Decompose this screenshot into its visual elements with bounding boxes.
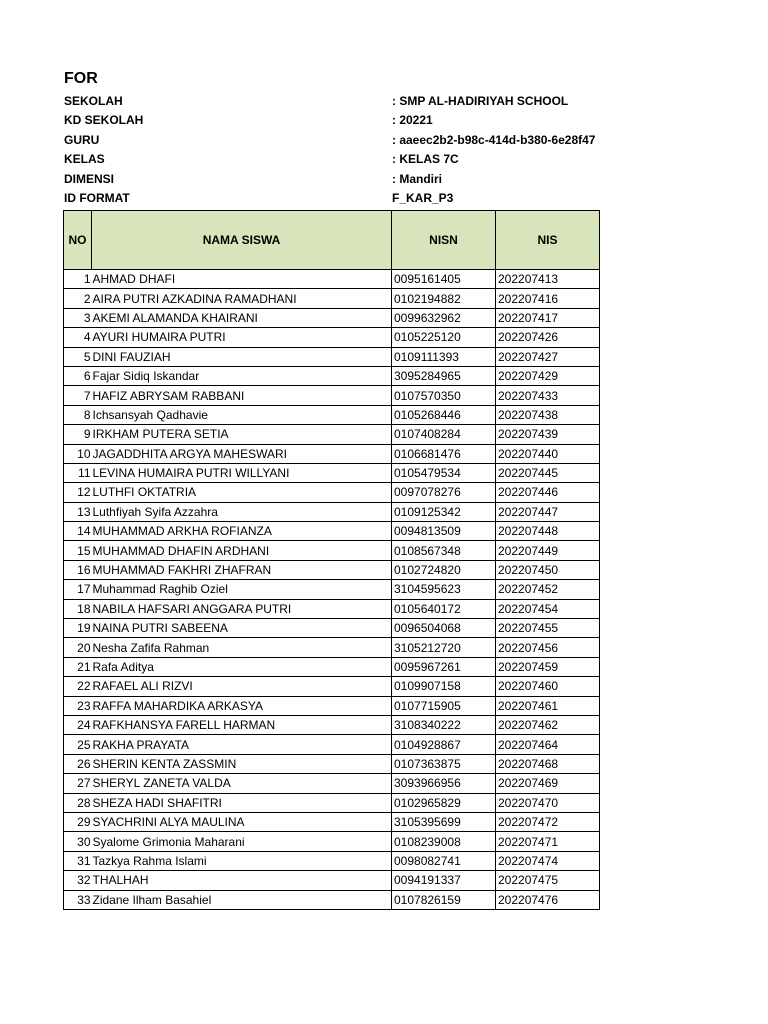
row-number: 7 bbox=[64, 386, 92, 405]
nis-cell: 202207439 bbox=[496, 425, 600, 444]
student-name: Syalome Grimonia Maharani bbox=[92, 832, 392, 851]
table-row bbox=[64, 851, 600, 870]
row-number: 3 bbox=[64, 308, 92, 327]
table-body bbox=[64, 270, 600, 910]
table-row bbox=[64, 599, 600, 618]
nisn-cell: 0109907158 bbox=[392, 677, 496, 696]
nisn-cell: 3104595623 bbox=[392, 580, 496, 599]
table-row bbox=[64, 405, 600, 424]
table-row bbox=[64, 715, 600, 734]
table-row bbox=[64, 366, 600, 385]
table-row bbox=[64, 812, 600, 831]
row-number: 9 bbox=[64, 425, 92, 444]
nisn-cell: 0099632962 bbox=[392, 308, 496, 327]
row-number: 24 bbox=[64, 715, 92, 734]
nisn-cell: 0102965829 bbox=[392, 793, 496, 812]
table-row bbox=[64, 502, 600, 521]
table-row bbox=[64, 347, 600, 366]
row-number: 29 bbox=[64, 812, 92, 831]
row-number: 15 bbox=[64, 541, 92, 560]
table-row bbox=[64, 560, 600, 579]
nis-cell: 202207459 bbox=[496, 657, 600, 676]
table-row bbox=[64, 522, 600, 541]
table-row bbox=[64, 580, 600, 599]
table-row bbox=[64, 793, 600, 812]
table-row bbox=[64, 638, 600, 657]
nisn-cell: 0098082741 bbox=[392, 851, 496, 870]
row-number: 8 bbox=[64, 405, 92, 424]
row-number: 27 bbox=[64, 774, 92, 793]
table-row bbox=[64, 541, 600, 560]
meta-label: SEKOLAH bbox=[64, 94, 123, 108]
table-row bbox=[64, 308, 600, 327]
nis-cell: 202207450 bbox=[496, 560, 600, 579]
meta-label: DIMENSI bbox=[64, 172, 115, 186]
header-nis: NIS bbox=[496, 211, 600, 270]
nis-cell: 202207427 bbox=[496, 347, 600, 366]
nis-cell: 202207429 bbox=[496, 366, 600, 385]
row-number: 6 bbox=[64, 366, 92, 385]
row-number: 32 bbox=[64, 871, 92, 890]
meta-value: : KELAS 7C bbox=[392, 152, 459, 166]
table-row bbox=[64, 774, 600, 793]
row-number: 1 bbox=[64, 270, 92, 289]
row-number: 31 bbox=[64, 851, 92, 870]
nisn-cell: 0107826159 bbox=[392, 890, 496, 909]
table-row bbox=[64, 425, 600, 444]
nisn-cell: 0107363875 bbox=[392, 754, 496, 773]
meta-label: KELAS bbox=[64, 152, 105, 166]
student-name: RAKHA PRAYATA bbox=[92, 735, 392, 754]
nisn-cell: 0105225120 bbox=[392, 328, 496, 347]
student-name: NAINA PUTRI SABEENA bbox=[92, 619, 392, 638]
student-name: DINI FAUZIAH bbox=[92, 347, 392, 366]
student-name: Nesha Zafifa Rahman bbox=[92, 638, 392, 657]
nisn-cell: 0107715905 bbox=[392, 696, 496, 715]
student-name: Tazkya Rahma Islami bbox=[92, 851, 392, 870]
row-number: 5 bbox=[64, 347, 92, 366]
table-row bbox=[64, 444, 600, 463]
row-number: 26 bbox=[64, 754, 92, 773]
nis-cell: 202207417 bbox=[496, 308, 600, 327]
student-name: Muhammad Raghib Oziel bbox=[92, 580, 392, 599]
row-number: 11 bbox=[64, 463, 92, 482]
student-name: HAFIZ ABRYSAM RABBANI bbox=[92, 386, 392, 405]
table-row bbox=[64, 832, 600, 851]
nisn-cell: 0102194882 bbox=[392, 289, 496, 308]
nis-cell: 202207448 bbox=[496, 522, 600, 541]
header-nisn: NISN bbox=[392, 211, 496, 270]
nis-cell: 202207416 bbox=[496, 289, 600, 308]
row-number: 17 bbox=[64, 580, 92, 599]
student-name: AHMAD DHAFI bbox=[92, 270, 392, 289]
student-name: MUHAMMAD FAKHRI ZHAFRAN bbox=[92, 560, 392, 579]
meta-value: : Mandiri bbox=[392, 172, 442, 186]
nis-cell: 202207468 bbox=[496, 754, 600, 773]
nis-cell: 202207413 bbox=[496, 270, 600, 289]
nis-cell: 202207440 bbox=[496, 444, 600, 463]
nisn-cell: 0108567348 bbox=[392, 541, 496, 560]
nisn-cell: 0109125342 bbox=[392, 502, 496, 521]
nis-cell: 202207426 bbox=[496, 328, 600, 347]
nis-cell: 202207449 bbox=[496, 541, 600, 560]
nisn-cell: 0102724820 bbox=[392, 560, 496, 579]
nis-cell: 202207438 bbox=[496, 405, 600, 424]
student-name: MUHAMMAD ARKHA ROFIANZA bbox=[92, 522, 392, 541]
student-name: RAFFA MAHARDIKA ARKASYA bbox=[92, 696, 392, 715]
nisn-cell: 3105395699 bbox=[392, 812, 496, 831]
meta-label: KD SEKOLAH bbox=[64, 113, 144, 127]
nis-cell: 202207476 bbox=[496, 890, 600, 909]
row-number: 23 bbox=[64, 696, 92, 715]
row-number: 12 bbox=[64, 483, 92, 502]
nisn-cell: 0107570350 bbox=[392, 386, 496, 405]
table-row bbox=[64, 871, 600, 890]
nisn-cell: 0107408284 bbox=[392, 425, 496, 444]
table-row bbox=[64, 289, 600, 308]
nis-cell: 202207469 bbox=[496, 774, 600, 793]
table-row bbox=[64, 657, 600, 676]
student-name: LUTHFI OKTATRIA bbox=[92, 483, 392, 502]
row-number: 20 bbox=[64, 638, 92, 657]
nisn-cell: 0104928867 bbox=[392, 735, 496, 754]
meta-value: : 20221 bbox=[392, 113, 433, 127]
student-name: AIRA PUTRI AZKADINA RAMADHANI bbox=[92, 289, 392, 308]
nis-cell: 202207452 bbox=[496, 580, 600, 599]
student-name: SHERYL ZANETA VALDA bbox=[92, 774, 392, 793]
table-row bbox=[64, 463, 600, 482]
nisn-cell: 0096504068 bbox=[392, 619, 496, 638]
row-number: 2 bbox=[64, 289, 92, 308]
student-name: RAFKHANSYA FARELL HARMAN bbox=[92, 715, 392, 734]
student-name: AYURI HUMAIRA PUTRI bbox=[92, 328, 392, 347]
nis-cell: 202207461 bbox=[496, 696, 600, 715]
table-row bbox=[64, 696, 600, 715]
table-row bbox=[64, 483, 600, 502]
row-number: 16 bbox=[64, 560, 92, 579]
student-name: SYACHRINI ALYA MAULINA bbox=[92, 812, 392, 831]
table-row bbox=[64, 328, 600, 347]
nis-cell: 202207433 bbox=[496, 386, 600, 405]
row-number: 28 bbox=[64, 793, 92, 812]
row-number: 33 bbox=[64, 890, 92, 909]
row-number: 25 bbox=[64, 735, 92, 754]
nis-cell: 202207462 bbox=[496, 715, 600, 734]
nisn-cell: 0097078276 bbox=[392, 483, 496, 502]
student-name: NABILA HAFSARI ANGGARA PUTRI bbox=[92, 599, 392, 618]
form-title: FOR bbox=[64, 70, 98, 87]
nisn-cell: 0108239008 bbox=[392, 832, 496, 851]
student-table bbox=[63, 210, 600, 910]
nisn-cell: 0095161405 bbox=[392, 270, 496, 289]
nisn-cell: 0105268446 bbox=[392, 405, 496, 424]
table-row bbox=[64, 270, 600, 289]
meta-label: GURU bbox=[64, 133, 100, 147]
nis-cell: 202207447 bbox=[496, 502, 600, 521]
meta-value: F_KAR_P3 bbox=[392, 191, 454, 205]
row-number: 30 bbox=[64, 832, 92, 851]
nisn-cell: 3108340222 bbox=[392, 715, 496, 734]
header-no: NO bbox=[64, 211, 92, 270]
table-row bbox=[64, 386, 600, 405]
row-number: 10 bbox=[64, 444, 92, 463]
row-number: 13 bbox=[64, 502, 92, 521]
nis-cell: 202207472 bbox=[496, 812, 600, 831]
header-name: NAMA SISWA bbox=[92, 211, 392, 270]
nis-cell: 202207475 bbox=[496, 871, 600, 890]
row-number: 14 bbox=[64, 522, 92, 541]
nisn-cell: 3105212720 bbox=[392, 638, 496, 657]
nisn-cell: 0094813509 bbox=[392, 522, 496, 541]
student-name: Zidane Ilham Basahiel bbox=[92, 890, 392, 909]
nis-cell: 202207474 bbox=[496, 851, 600, 870]
table-row bbox=[64, 890, 600, 909]
student-name: Ichsansyah Qadhavie bbox=[92, 405, 392, 424]
nis-cell: 202207455 bbox=[496, 619, 600, 638]
row-number: 21 bbox=[64, 657, 92, 676]
row-number: 18 bbox=[64, 599, 92, 618]
student-name: SHEZA HADI SHAFITRI bbox=[92, 793, 392, 812]
nis-cell: 202207464 bbox=[496, 735, 600, 754]
student-name: SHERIN KENTA ZASSMIN bbox=[92, 754, 392, 773]
student-name: Luthfiyah Syifa Azzahra bbox=[92, 502, 392, 521]
student-name: AKEMI ALAMANDA KHAIRANI bbox=[92, 308, 392, 327]
student-name: JAGADDHITA ARGYA MAHESWARI bbox=[92, 444, 392, 463]
student-name: LEVINA HUMAIRA PUTRI WILLYANI bbox=[92, 463, 392, 482]
student-name: Rafa Aditya bbox=[92, 657, 392, 676]
nis-cell: 202207471 bbox=[496, 832, 600, 851]
student-name: IRKHAM PUTERA SETIA bbox=[92, 425, 392, 444]
student-name: THALHAH bbox=[92, 871, 392, 890]
row-number: 19 bbox=[64, 619, 92, 638]
nis-cell: 202207446 bbox=[496, 483, 600, 502]
table-header-row bbox=[64, 211, 600, 270]
row-number: 22 bbox=[64, 677, 92, 696]
nis-cell: 202207445 bbox=[496, 463, 600, 482]
nisn-cell: 0095967261 bbox=[392, 657, 496, 676]
nis-cell: 202207454 bbox=[496, 599, 600, 618]
nis-cell: 202207456 bbox=[496, 638, 600, 657]
table-row bbox=[64, 619, 600, 638]
meta-value: : aaeec2b2-b98c-414d-b380-6e28f47 bbox=[392, 133, 596, 147]
nis-cell: 202207460 bbox=[496, 677, 600, 696]
nis-cell: 202207470 bbox=[496, 793, 600, 812]
table-row bbox=[64, 754, 600, 773]
meta-label: ID FORMAT bbox=[64, 191, 130, 205]
table-row bbox=[64, 677, 600, 696]
meta-value: : SMP AL-HADIRIYAH SCHOOL bbox=[392, 94, 569, 108]
student-name: RAFAEL ALI RIZVI bbox=[92, 677, 392, 696]
nisn-cell: 3093966956 bbox=[392, 774, 496, 793]
student-name: Fajar Sidiq Iskandar bbox=[92, 366, 392, 385]
nisn-cell: 0105479534 bbox=[392, 463, 496, 482]
nisn-cell: 3095284965 bbox=[392, 366, 496, 385]
nisn-cell: 0109111393 bbox=[392, 347, 496, 366]
table-row bbox=[64, 735, 600, 754]
nisn-cell: 0106681476 bbox=[392, 444, 496, 463]
student-name: MUHAMMAD DHAFIN ARDHANI bbox=[92, 541, 392, 560]
nisn-cell: 0094191337 bbox=[392, 871, 496, 890]
row-number: 4 bbox=[64, 328, 92, 347]
nisn-cell: 0105640172 bbox=[392, 599, 496, 618]
